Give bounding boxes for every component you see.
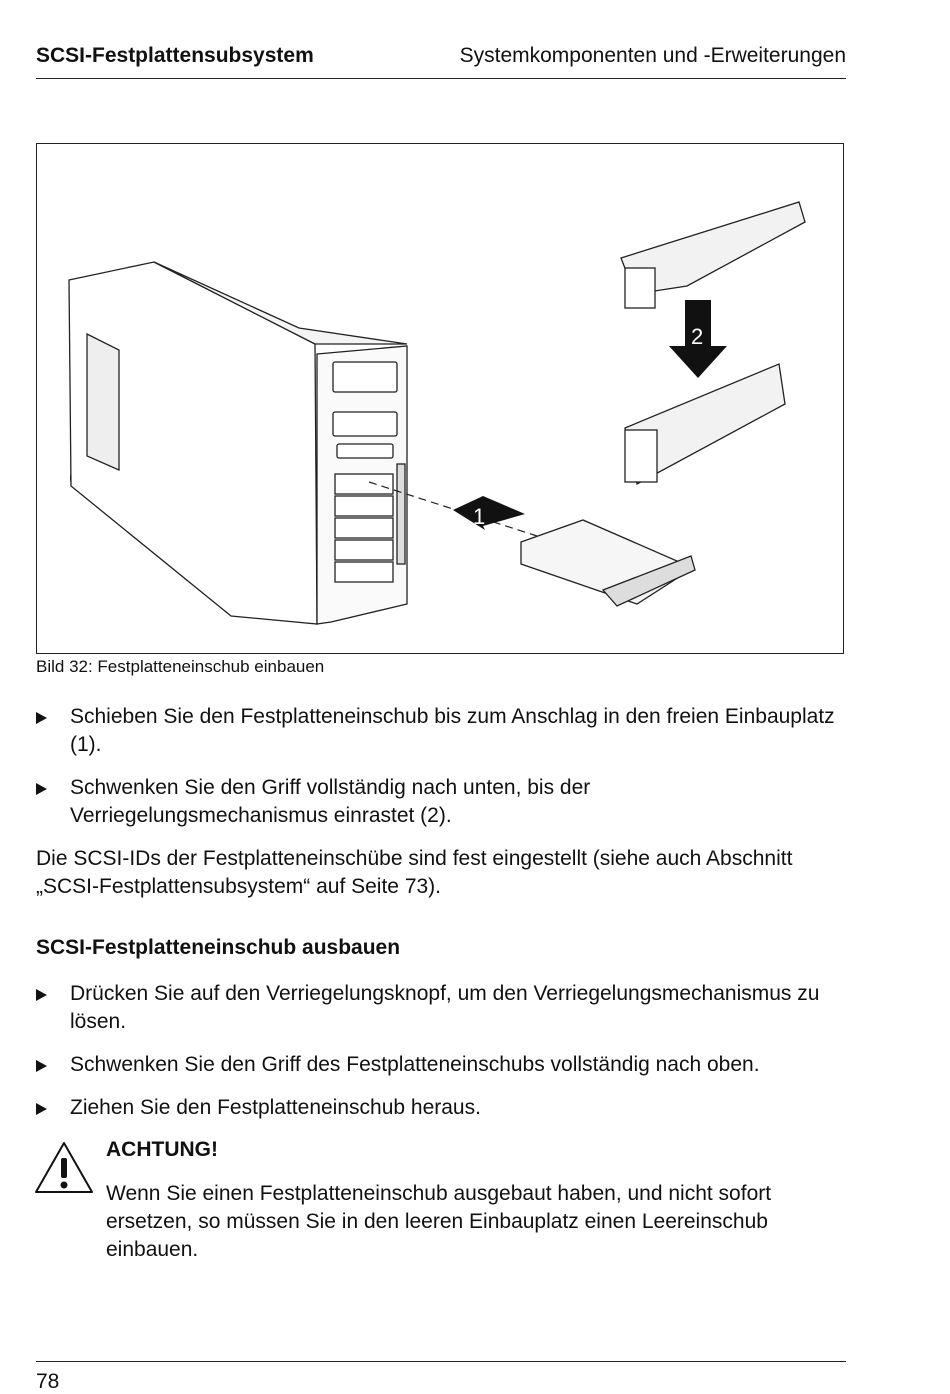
bullet-arrow-icon	[36, 1103, 47, 1115]
handle-down-latch	[625, 430, 657, 482]
bullet-arrow-icon	[36, 712, 47, 724]
bullet-arrow-icon	[36, 1060, 47, 1072]
page-number: 78	[36, 1370, 60, 1393]
arrow-1-icon	[453, 496, 525, 530]
install-step-2	[36, 774, 846, 830]
hdd-slot-5	[335, 562, 393, 582]
remove-step-2	[36, 1051, 846, 1079]
hdd-slot-3	[335, 518, 393, 538]
page-header	[36, 44, 846, 79]
step-text: Schwenken Sie den Griff vollständig nach unten, bis der Verriegelungsmechanismus einrastet (2).	[70, 776, 591, 827]
hdd-slot-1	[335, 474, 393, 494]
step-text: Drücken Sie auf den Verriegelungsknopf, um den Verriegelungsmechanismus zu lösen.	[70, 982, 820, 1033]
scsi-id-note: Die SCSI-IDs der Festplatteneinschübe sind fest eingestellt (siehe auch Abschnitt „SCSI-Festplattensubsystem“ auf Seite 73).	[36, 847, 793, 898]
install-step-1	[36, 703, 846, 759]
figure-illustration	[37, 144, 843, 653]
hdd-slot-4	[335, 540, 393, 560]
section-heading: SCSI-Festplatteneinschub ausbauen	[36, 936, 401, 959]
bullet-arrow-icon	[36, 989, 47, 1001]
drive-bay-2	[333, 412, 397, 436]
header-section: Systemkomponenten und -Erweiterungen	[459, 44, 846, 67]
warning-title: ACHTUNG!	[106, 1138, 218, 1161]
step-text: Schwenken Sie den Griff des Festplatteneinschubs vollständig nach oben.	[70, 1053, 760, 1076]
figure-label-2: 2	[691, 324, 704, 349]
figure-label-1: 1	[473, 504, 486, 529]
warning-triangle-icon	[33, 1140, 95, 1196]
drive-bay-floppy	[337, 444, 393, 458]
drive-bay-1	[333, 362, 397, 392]
remove-step-1	[36, 980, 846, 1036]
warning-text: Wenn Sie einen Festplatteneinschub ausgebaut haben, und nicht sofort ersetzen, so müssen Sie in den leeren Einbauplatz einen Leereinschub einbauen.	[106, 1182, 772, 1261]
footer-rule	[36, 1361, 846, 1362]
step-text: Ziehen Sie den Festplatteneinschub heraus.	[70, 1096, 481, 1119]
figure-hdd-install	[36, 143, 844, 654]
remove-step-3	[36, 1094, 846, 1122]
tower-door-edge	[397, 464, 405, 564]
tower-vent-grille	[87, 334, 119, 470]
hdd-slot-2	[335, 496, 393, 516]
figure-caption: Bild 32: Festplatteneinschub einbauen	[36, 657, 325, 676]
header-chapter: SCSI-Festplattensubsystem	[36, 44, 314, 67]
bullet-arrow-icon	[36, 783, 47, 795]
handle-up-latch	[625, 268, 655, 308]
step-text: Schieben Sie den Festplatteneinschub bis zum Anschlag in den freien Einbauplatz (1).	[70, 705, 835, 756]
